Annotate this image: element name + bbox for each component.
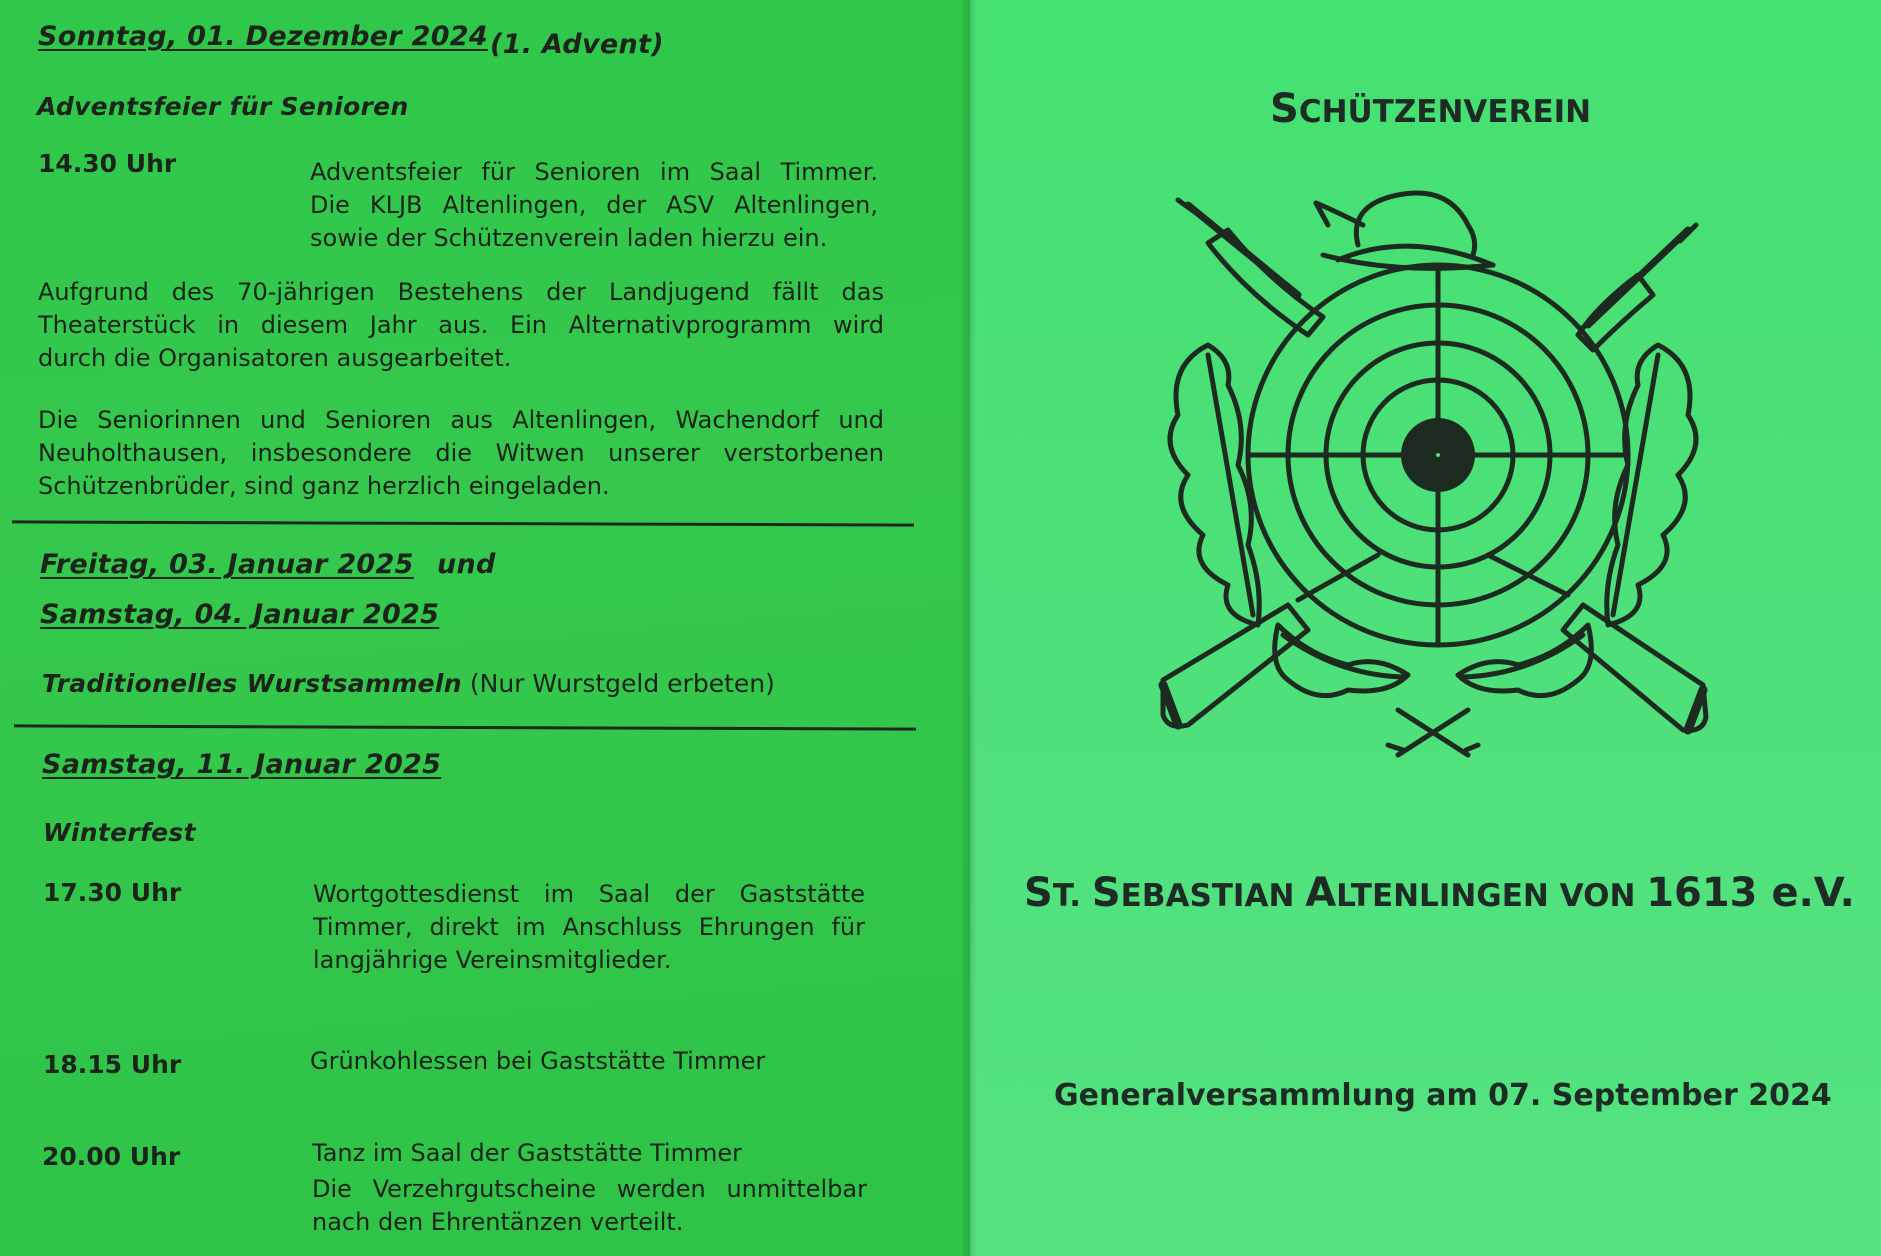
title-initial: S: [1270, 86, 1299, 132]
shooting-club-emblem-icon: [1148, 185, 1718, 765]
general-assembly-date: Generalversammlung am 07. September 2024: [1054, 1078, 1832, 1113]
text-line: Schützenbrüder, sind ganz herzlich eingeladen.: [38, 472, 610, 500]
text-line: langjährige Vereinsmitglieder.: [313, 946, 672, 974]
subtitle-part: .: [1069, 878, 1092, 914]
subtitle-part: 1613: [1646, 870, 1758, 916]
section1-time: 14.30 Uhr: [38, 149, 177, 178]
text-line: Adventsfeier für Senioren im Saal Timmer.: [310, 158, 878, 186]
section1-paragraph-2: [38, 404, 884, 503]
subtitle-part: S: [1024, 870, 1053, 916]
subtitle-part: T: [1052, 878, 1070, 914]
text-line: Wortgottesdienst im Saal der Gaststätte: [313, 880, 865, 908]
text-line: Aufgrund des 70-jährigen Bestehens der Landjugend fällt das: [38, 278, 884, 306]
text-line: Die Seniorinnen und Senioren aus Altenlingen, Wachendorf und: [38, 406, 884, 434]
section3-date: Samstag, 11. Januar 2025: [42, 749, 442, 780]
club-full-name: [1024, 870, 1855, 916]
section3-event-title: Winterfest: [43, 818, 196, 847]
subtitle-part: e.V.: [1757, 870, 1855, 916]
text-line: Theaterstück in diesem Jahr aus. Ein Alternativprogramm wird: [38, 311, 884, 339]
text-line: Timmer, direkt im Anschluss Ehrungen für: [313, 913, 865, 941]
text-line: sowie der Schützenverein laden hierzu ein.: [310, 224, 828, 252]
schedule-description: [312, 1137, 867, 1239]
section2-event-title: Traditionelles Wurstsammeln: [42, 669, 462, 698]
section2-and: und: [437, 549, 496, 580]
club-title: [1270, 86, 1591, 132]
subtitle-part: A: [1305, 870, 1337, 916]
text-line: Neuholthausen, insbesondere die Witwen unserer verstorbenen: [38, 439, 884, 467]
schedule-description: [313, 878, 865, 977]
schedule-time: 17.30 Uhr: [43, 878, 182, 907]
section2-event-note: (Nur Wurstgeld erbeten): [469, 669, 775, 698]
section1-event-title: Adventsfeier für Senioren: [37, 92, 409, 121]
schedule-description: [310, 1045, 870, 1078]
section2-event: [42, 667, 775, 700]
subtitle-part: LTENLINGEN VON: [1336, 878, 1647, 914]
subtitle-part: EBASTIAN: [1120, 878, 1306, 914]
text-line: durch die Organisatoren ausgearbeitet.: [38, 344, 512, 372]
schedule-time: 18.15 Uhr: [43, 1050, 182, 1079]
page-fold: [962, 0, 978, 1256]
title-rest: CHÜTZENVEREIN: [1298, 94, 1592, 130]
section1-date: Sonntag, 01. Dezember 2024: [38, 21, 488, 52]
text-line: Die Verzehrgutscheine werden unmittelbar: [312, 1175, 867, 1203]
text-line: nach den Ehrentänzen verteilt.: [312, 1208, 684, 1236]
schedule-time: 20.00 Uhr: [42, 1142, 181, 1171]
section1-date-note: (1. Advent): [490, 29, 664, 60]
section1-paragraph-1: [38, 276, 884, 375]
subtitle-part: S: [1091, 870, 1121, 916]
text-line: Die KLJB Altenlingen, der ASV Altenlingen,: [310, 191, 878, 219]
text-line: Grünkohlessen bei Gaststätte Timmer: [310, 1047, 766, 1075]
text-line: Tanz im Saal der Gaststätte Timmer: [312, 1139, 742, 1167]
section1-description: [310, 156, 878, 255]
section2-date-2: Samstag, 04. Januar 2025: [40, 599, 440, 630]
section2-date-1: Freitag, 03. Januar 2025: [40, 549, 414, 580]
